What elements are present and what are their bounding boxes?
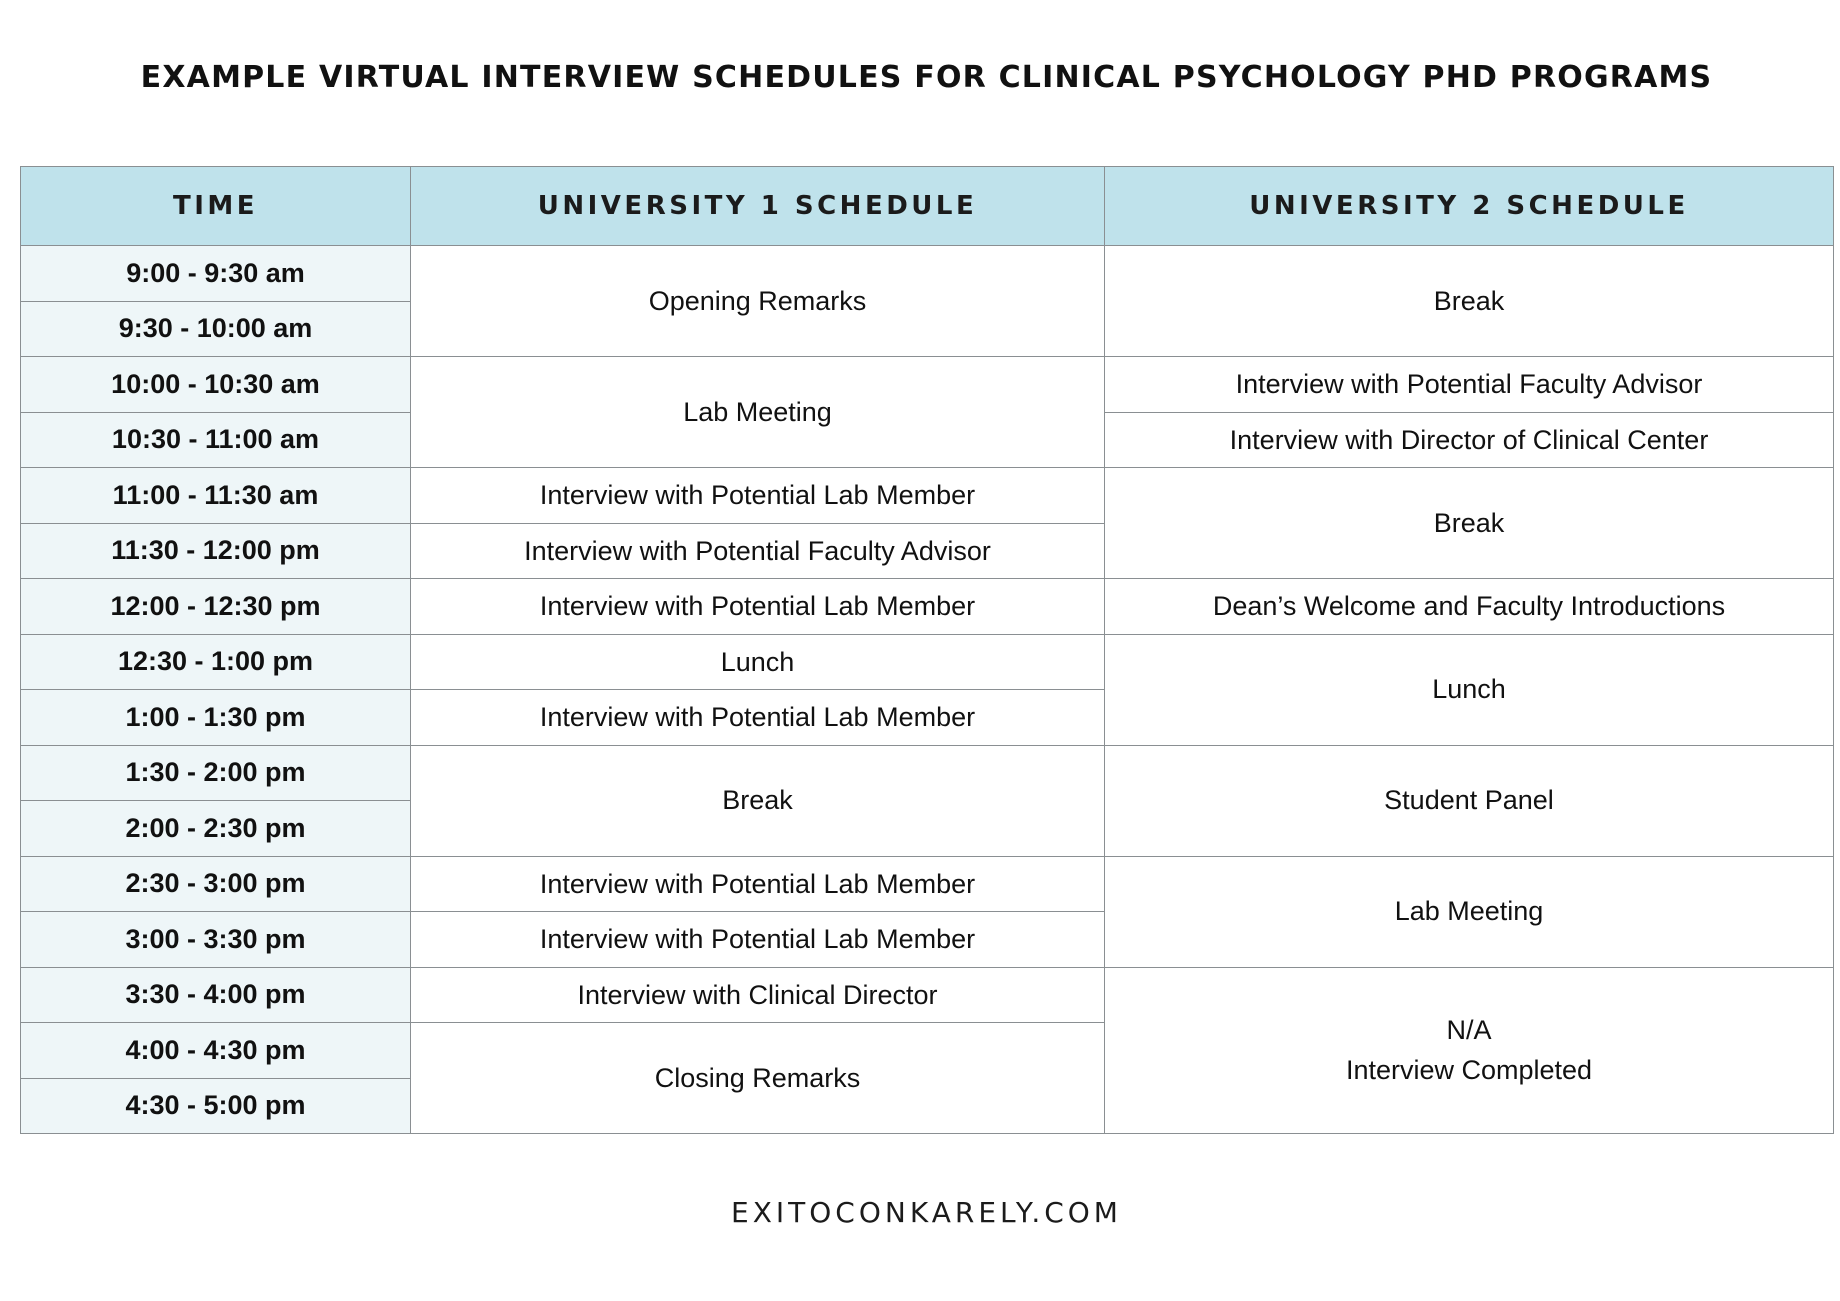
time-slot: 10:30 - 11:00 am — [21, 412, 411, 468]
footer-url: EXITOCONKARELY.COM — [731, 1196, 1122, 1229]
university-1-event — [411, 523, 1105, 579]
event-label: Break — [1433, 507, 1505, 538]
university-1-event — [411, 357, 1105, 468]
time-slot: 10:00 - 10:30 am — [21, 357, 411, 413]
table-row — [21, 579, 1834, 635]
time-slot: 11:00 - 11:30 am — [21, 468, 411, 524]
university-1-event — [411, 967, 1105, 1023]
university-1-event — [411, 468, 1105, 524]
header-time: TIME — [21, 167, 411, 246]
university-2-event — [1105, 634, 1834, 745]
university-2-event — [1105, 967, 1834, 1134]
table-row — [21, 357, 1834, 413]
time-slot: 11:30 - 12:00 pm — [21, 523, 411, 579]
header-university-1: UNIVERSITY 1 SCHEDULE — [411, 167, 1105, 246]
university-1-event — [411, 690, 1105, 746]
table-row — [21, 468, 1834, 524]
university-1-event — [411, 1023, 1105, 1134]
schedule-body — [21, 246, 1834, 1134]
table-row — [21, 745, 1834, 801]
event-label: Break — [722, 785, 793, 816]
table-row — [21, 246, 1834, 302]
event-label: Interview with Potential Lab Member — [539, 702, 976, 732]
page-title: EXAMPLE VIRTUAL INTERVIEW SCHEDULES FOR CLINICAL PSYCHOLOGY PHD PROGRAMS — [140, 60, 1713, 95]
table-row — [21, 967, 1834, 1023]
event-label: Interview with Potential Faculty Advisor — [524, 535, 991, 566]
time-slot: 3:00 - 3:30 pm — [21, 912, 411, 968]
time-slot: 9:30 - 10:00 am — [21, 301, 411, 357]
event-label: Interview with Director of Clinical Center — [1229, 424, 1709, 455]
university-1-event — [411, 745, 1105, 856]
event-label: Lunch — [720, 646, 795, 677]
time-slot: 3:30 - 4:00 pm — [21, 967, 411, 1023]
time-slot: 12:30 - 1:00 pm — [21, 634, 411, 690]
university-2-event — [1105, 246, 1834, 357]
time-slot: 1:00 - 1:30 pm — [21, 690, 411, 746]
event-label: Interview with Potential Lab Member — [539, 924, 976, 954]
university-1-event — [411, 856, 1105, 912]
event-label: Interview with Clinical Director — [577, 979, 938, 1010]
time-slot: 4:00 - 4:30 pm — [21, 1023, 411, 1079]
event-label: Lab Meeting — [1394, 896, 1544, 927]
event-label: Closing Remarks — [654, 1062, 861, 1093]
event-label: Interview with Potential Lab Member — [539, 591, 976, 621]
time-slot: 1:30 - 2:00 pm — [21, 745, 411, 801]
time-slot: 12:00 - 12:30 pm — [21, 579, 411, 635]
university-1-event — [411, 246, 1105, 357]
event-sublabel: Interview Completed — [1345, 1055, 1593, 1086]
time-slot: 9:00 - 9:30 am — [21, 246, 411, 302]
university-2-event — [1105, 412, 1834, 468]
event-label: Lab Meeting — [683, 396, 832, 427]
time-slot: 2:30 - 3:00 pm — [21, 856, 411, 912]
university-2-event — [1105, 856, 1834, 967]
header-university-2: UNIVERSITY 2 SCHEDULE — [1105, 167, 1834, 246]
time-slot: 2:00 - 2:30 pm — [21, 801, 411, 857]
table-header-row — [21, 167, 1834, 246]
time-slot: 4:30 - 5:00 pm — [21, 1078, 411, 1134]
table-row — [21, 634, 1834, 690]
event-label: Break — [1433, 285, 1505, 316]
event-label: Opening Remarks — [648, 285, 867, 316]
event-label: Interview with Potential Faculty Advisor — [1235, 369, 1703, 399]
event-label: Dean’s Welcome and Faculty Introductions — [1212, 591, 1726, 621]
university-2-event — [1105, 745, 1834, 856]
university-1-event — [411, 634, 1105, 690]
event-label: Interview with Potential Lab Member — [539, 480, 976, 510]
table-row — [21, 856, 1834, 912]
university-2-event — [1105, 579, 1834, 635]
university-2-event — [1105, 468, 1834, 579]
university-1-event — [411, 912, 1105, 968]
event-label: Interview with Potential Lab Member — [539, 868, 976, 899]
university-1-event — [411, 579, 1105, 635]
event-label: Student Panel — [1384, 785, 1554, 816]
university-2-event — [1105, 357, 1834, 413]
event-label: Lunch — [1432, 674, 1506, 705]
event-label: N/A — [1446, 1014, 1492, 1045]
schedule-table — [20, 166, 1834, 1134]
